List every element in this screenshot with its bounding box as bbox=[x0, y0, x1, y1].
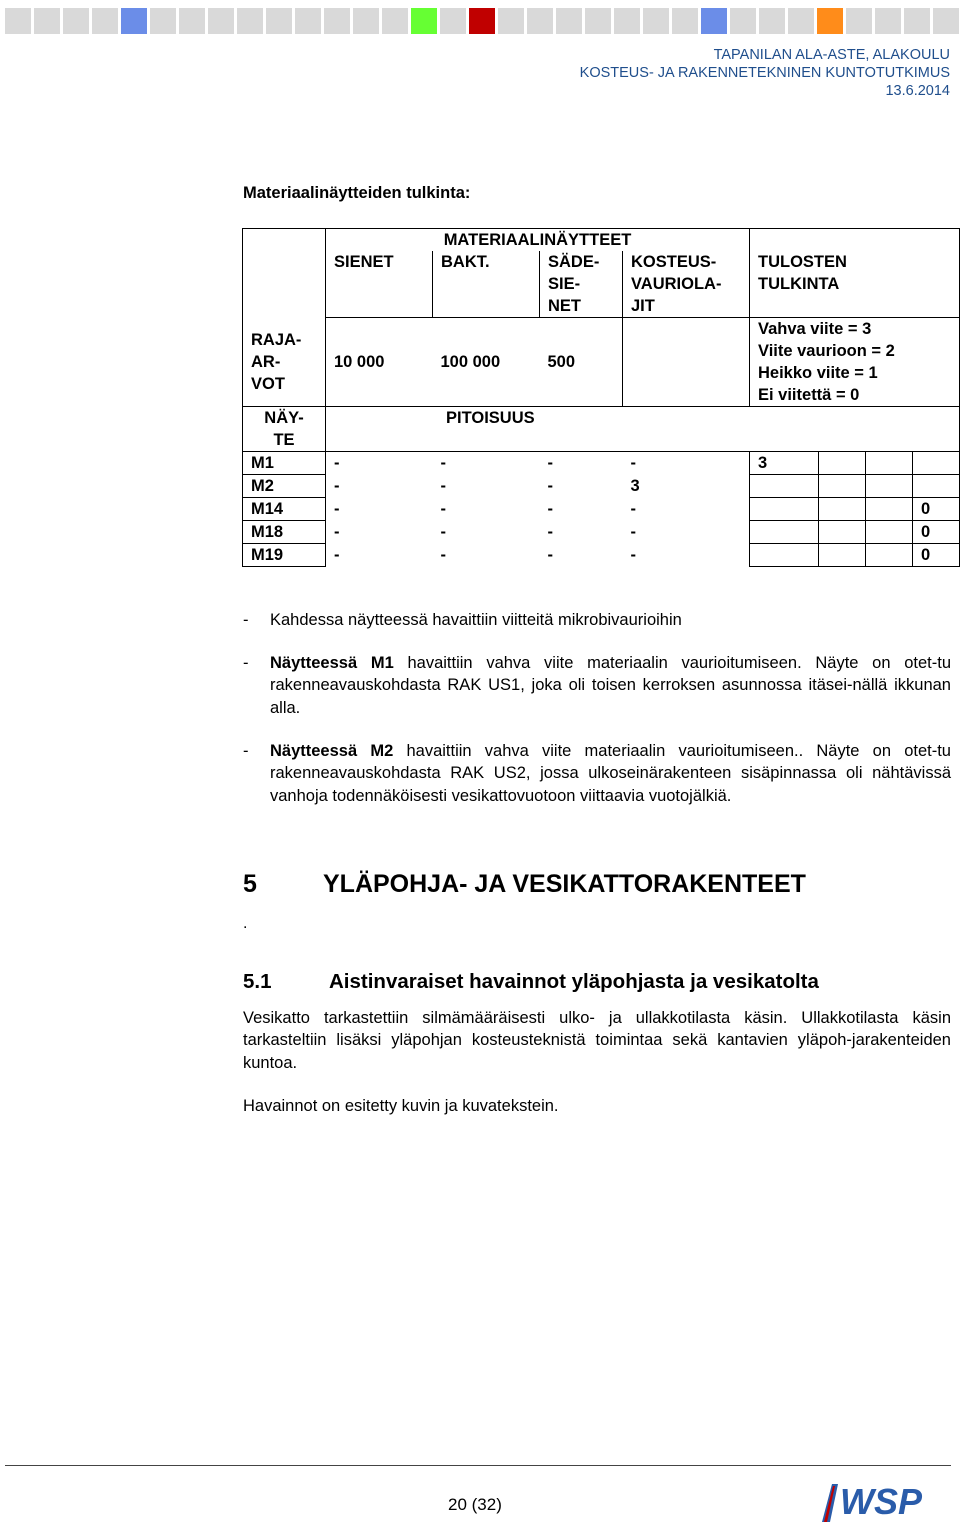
color-square bbox=[34, 8, 60, 34]
table-row bbox=[243, 475, 960, 498]
table-row bbox=[243, 544, 960, 567]
sample-id: M19 bbox=[243, 544, 326, 567]
color-square bbox=[5, 8, 31, 34]
cell-ei bbox=[913, 452, 960, 475]
nayte-label: NÄY- TE bbox=[243, 407, 326, 452]
svg-text:WSP: WSP bbox=[840, 1481, 923, 1522]
document-header bbox=[580, 46, 950, 100]
color-square bbox=[324, 8, 350, 34]
color-square bbox=[295, 8, 321, 34]
color-square bbox=[63, 8, 89, 34]
bullet-dash: - bbox=[243, 611, 249, 629]
cell-vahva: 3 bbox=[750, 452, 819, 475]
stray-dot: . bbox=[243, 915, 248, 932]
raja-bakt: 100 000 bbox=[433, 318, 540, 407]
col-sadesienet: SÄDE- SIE- NET bbox=[540, 251, 623, 318]
col-tulosten-tulkinta: TULOSTEN TULKINTA bbox=[750, 251, 960, 318]
interpretation-legend: Vahva viite = 3 Viite vaurioon = 2 Heikko viite = 1 Ei viitettä = 0 bbox=[750, 318, 960, 407]
color-square bbox=[440, 8, 466, 34]
sample-id: M2 bbox=[243, 475, 326, 498]
cell-sienet: - bbox=[334, 500, 340, 518]
cell-sadesienet: - bbox=[547, 477, 553, 495]
cell-sienet: - bbox=[334, 477, 340, 495]
cell-sienet: - bbox=[334, 454, 340, 473]
color-square bbox=[382, 8, 408, 34]
cell-bakt: - bbox=[440, 477, 446, 495]
material-samples-table bbox=[242, 228, 960, 567]
table-caption: MATERIAALINÄYTTEET bbox=[326, 229, 750, 252]
section-5-title: YLÄPOHJA- JA VESIKATTORAKENTEET bbox=[323, 870, 806, 898]
col-kosteusvauriolajit: KOSTEUS- VAURIOLA- JIT bbox=[623, 251, 750, 318]
col-bakt: BAKT. bbox=[433, 251, 540, 318]
color-square bbox=[643, 8, 669, 34]
section-5-1-heading bbox=[243, 970, 819, 994]
intro-heading: Materiaalinäytteiden tulkinta: bbox=[243, 184, 471, 202]
color-square bbox=[730, 8, 756, 34]
color-square bbox=[933, 8, 959, 34]
cell-vahva bbox=[750, 521, 819, 544]
cell-kosteus: 3 bbox=[630, 477, 640, 495]
section-5-number: 5 bbox=[243, 870, 257, 898]
cell-heikko bbox=[866, 452, 913, 475]
cell-vahva bbox=[750, 498, 819, 521]
cell-vahva bbox=[750, 475, 819, 498]
bullet-item bbox=[243, 609, 951, 631]
color-square bbox=[527, 8, 553, 34]
cell-ei: 0 bbox=[913, 544, 960, 567]
cell-bakt: - bbox=[440, 546, 446, 564]
cell-heikko bbox=[866, 475, 913, 498]
color-square bbox=[208, 8, 234, 34]
color-square bbox=[614, 8, 640, 34]
bullet-body: havaittiin vahva viite materiaalin vaurioitumiseen. Näyte on otet-tu rakenneavauskohdasta RAK US1, joka oli toisen kerroksen asunnossa itäsei-nällä ikkunan alla. bbox=[270, 654, 951, 717]
raja-arvot-label: RAJA- AR- VOT bbox=[243, 318, 326, 407]
color-square bbox=[556, 8, 582, 34]
cell-ei: 0 bbox=[913, 521, 960, 544]
cell-vahva bbox=[750, 544, 819, 567]
cell-ei: 0 bbox=[913, 498, 960, 521]
color-square bbox=[498, 8, 524, 34]
cell-viite bbox=[819, 544, 866, 567]
color-square bbox=[817, 8, 843, 34]
header-line-3: 13.6.2014 bbox=[885, 83, 950, 99]
table-row bbox=[243, 498, 960, 521]
header-line-2: KOSTEUS- JA RAKENNETEKNINEN KUNTOTUTKIMUS bbox=[579, 65, 950, 81]
bullet-body: havaittiin vahva viite materiaalin vaurioitumiseen.. Näyte on otet-tu rakenneavauskohdasta RAK US2, jossa ulkoseinärakenteen sisäpinnassa oli nähtävissä vanhoja todennäköisesti vesikattovuotoon viittaavia vuotojälkiä. bbox=[270, 742, 951, 805]
bullet-bold: Näytteessä M2 bbox=[270, 742, 394, 760]
bullet-body: Kahdessa näytteessä havaittiin viitteitä mikrobivaurioihin bbox=[270, 611, 682, 629]
sample-id: M1 bbox=[243, 452, 326, 475]
cell-kosteus: - bbox=[630, 523, 636, 541]
sample-id: M14 bbox=[243, 498, 326, 521]
raja-sienet: 10 000 bbox=[326, 318, 433, 407]
color-square bbox=[237, 8, 263, 34]
raja-sadesienet: 500 bbox=[540, 318, 623, 407]
bullet-text bbox=[270, 652, 951, 719]
bullet-item bbox=[243, 740, 951, 807]
cell-bakt: - bbox=[440, 500, 446, 518]
cell-heikko bbox=[866, 544, 913, 567]
color-square bbox=[266, 8, 292, 34]
color-square bbox=[411, 8, 437, 34]
color-square bbox=[875, 8, 901, 34]
color-square bbox=[150, 8, 176, 34]
cell-kosteus: - bbox=[630, 500, 636, 518]
bullet-text bbox=[270, 609, 951, 631]
cell-ei bbox=[913, 475, 960, 498]
bullet-text bbox=[270, 740, 951, 807]
section-5-heading bbox=[243, 870, 806, 899]
cell-viite bbox=[819, 475, 866, 498]
cell-sadesienet: - bbox=[547, 523, 553, 541]
color-square bbox=[179, 8, 205, 34]
cell-heikko bbox=[866, 521, 913, 544]
color-square bbox=[701, 8, 727, 34]
paragraph-1: Vesikatto tarkastettiin silmämääräisesti ulko- ja ullakkotilasta käsin. Ullakkotilasta käsin tarkasteltiin lisäksi yläpohjan kosteusteknistä toimintaa sekä kantavien yläpoh-jarakenteiden kuntoa. bbox=[243, 1009, 951, 1072]
footer-rule bbox=[5, 1465, 951, 1466]
color-strip bbox=[5, 8, 959, 34]
table-row bbox=[243, 521, 960, 544]
cell-kosteus: - bbox=[630, 546, 636, 564]
color-square bbox=[353, 8, 379, 34]
header-line-1: TAPANILAN ALA-ASTE, ALAKOULU bbox=[713, 47, 950, 63]
bullet-dash: - bbox=[243, 742, 249, 760]
color-square bbox=[585, 8, 611, 34]
cell-viite bbox=[819, 452, 866, 475]
section-5-1-title: Aistinvaraiset havainnot yläpohjasta ja vesikatolta bbox=[329, 970, 819, 993]
cell-sienet: - bbox=[334, 523, 340, 541]
cell-viite bbox=[819, 521, 866, 544]
sample-id: M18 bbox=[243, 521, 326, 544]
color-square bbox=[672, 8, 698, 34]
section-5-1-number: 5.1 bbox=[243, 970, 272, 993]
color-square bbox=[92, 8, 118, 34]
col-sienet: SIENET bbox=[326, 251, 433, 318]
wsp-logo-mark bbox=[822, 1478, 952, 1524]
color-square bbox=[759, 8, 785, 34]
cell-sadesienet: - bbox=[547, 546, 553, 564]
wsp-logo bbox=[822, 1478, 952, 1529]
color-square bbox=[469, 8, 495, 34]
paragraph-2: Havainnot on esitetty kuvin ja kuvatekstein. bbox=[243, 1097, 559, 1115]
table-row bbox=[243, 452, 960, 475]
pitoisuus-label: PITOISUUS bbox=[326, 407, 960, 452]
cell-kosteus: - bbox=[630, 454, 636, 473]
color-square bbox=[121, 8, 147, 34]
bullet-bold: Näytteessä M1 bbox=[270, 654, 394, 672]
bullet-dash: - bbox=[243, 654, 249, 672]
cell-sadesienet: - bbox=[547, 500, 553, 518]
color-square bbox=[846, 8, 872, 34]
cell-sienet: - bbox=[334, 546, 340, 564]
cell-viite bbox=[819, 498, 866, 521]
bullet-item bbox=[243, 652, 951, 719]
cell-heikko bbox=[866, 498, 913, 521]
cell-bakt: - bbox=[440, 523, 446, 541]
color-square bbox=[788, 8, 814, 34]
cell-bakt: - bbox=[440, 454, 446, 473]
cell-sadesienet: - bbox=[547, 454, 553, 473]
color-square bbox=[904, 8, 930, 34]
page-number: 20 (32) bbox=[448, 1495, 502, 1514]
